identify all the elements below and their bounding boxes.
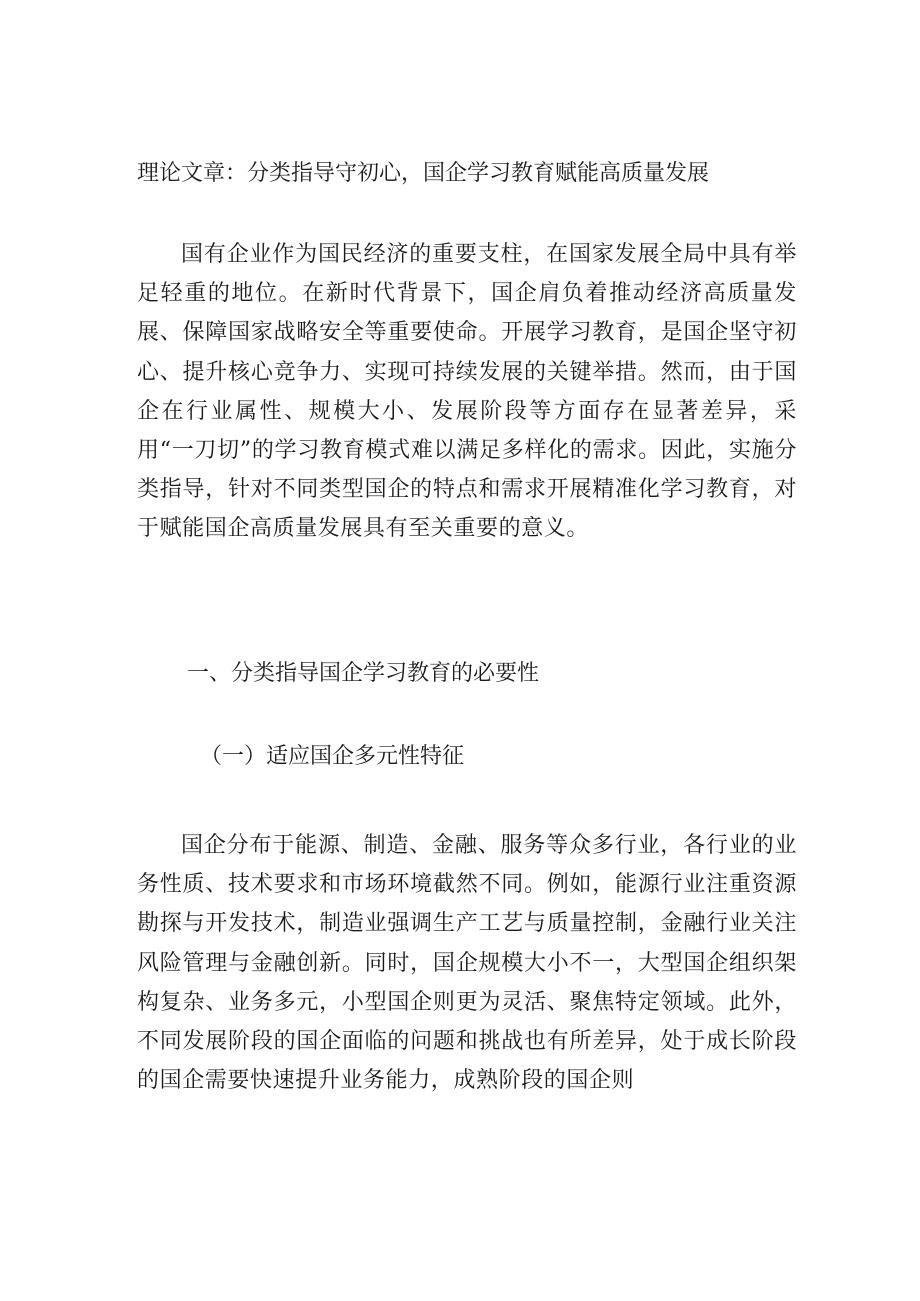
document-title: 理论文章：分类指导守初心，国企学习教育赋能高质量发展 <box>137 161 710 186</box>
subsection-heading: （一）适应国企多元性特征 <box>200 744 465 769</box>
intro-paragraph: 国有企业作为国民经济的重要支柱，在国家发展全局中具有举足轻重的地位。在新时代背景下，国企肩负着推动经济高质量发展、保障国家战略安全等重要使命。开展学习教育，是国企坚守初心、提升核心竞争力、实现可持续发展的关键举措。然而，由于国企在行业属性、规模大小、发展阶段等方面存在显著差异，采用“一刀切”的学习教育模式难以满足多样化的需求。因此，实施分类指导，针对不同类型国企的特点和需求开展精准化学习教育，对于赋能国企高质量发展具有至关重要的意义。 <box>137 242 797 542</box>
body-paragraph: 国企分布于能源、制造、金融、服务等众多行业，各行业的业务性质、技术要求和市场环境截然不同。例如，能源行业注重资源勘探与开发技术，制造业强调生产工艺与质量控制，金融行业关注风险管理与金融创新。同时，国企规模大小不一，大型国企组织架构复杂、业务多元，小型国企则更为灵活、聚焦特定领域。此外，不同发展阶段的国企面临的问题和挑战也有所差异，处于成长阶段的国企需要快速提升业务能力，成熟阶段的国企则 <box>137 833 797 1094</box>
section-heading: 一、分类指导国企学习教育的必要性 <box>187 661 540 686</box>
